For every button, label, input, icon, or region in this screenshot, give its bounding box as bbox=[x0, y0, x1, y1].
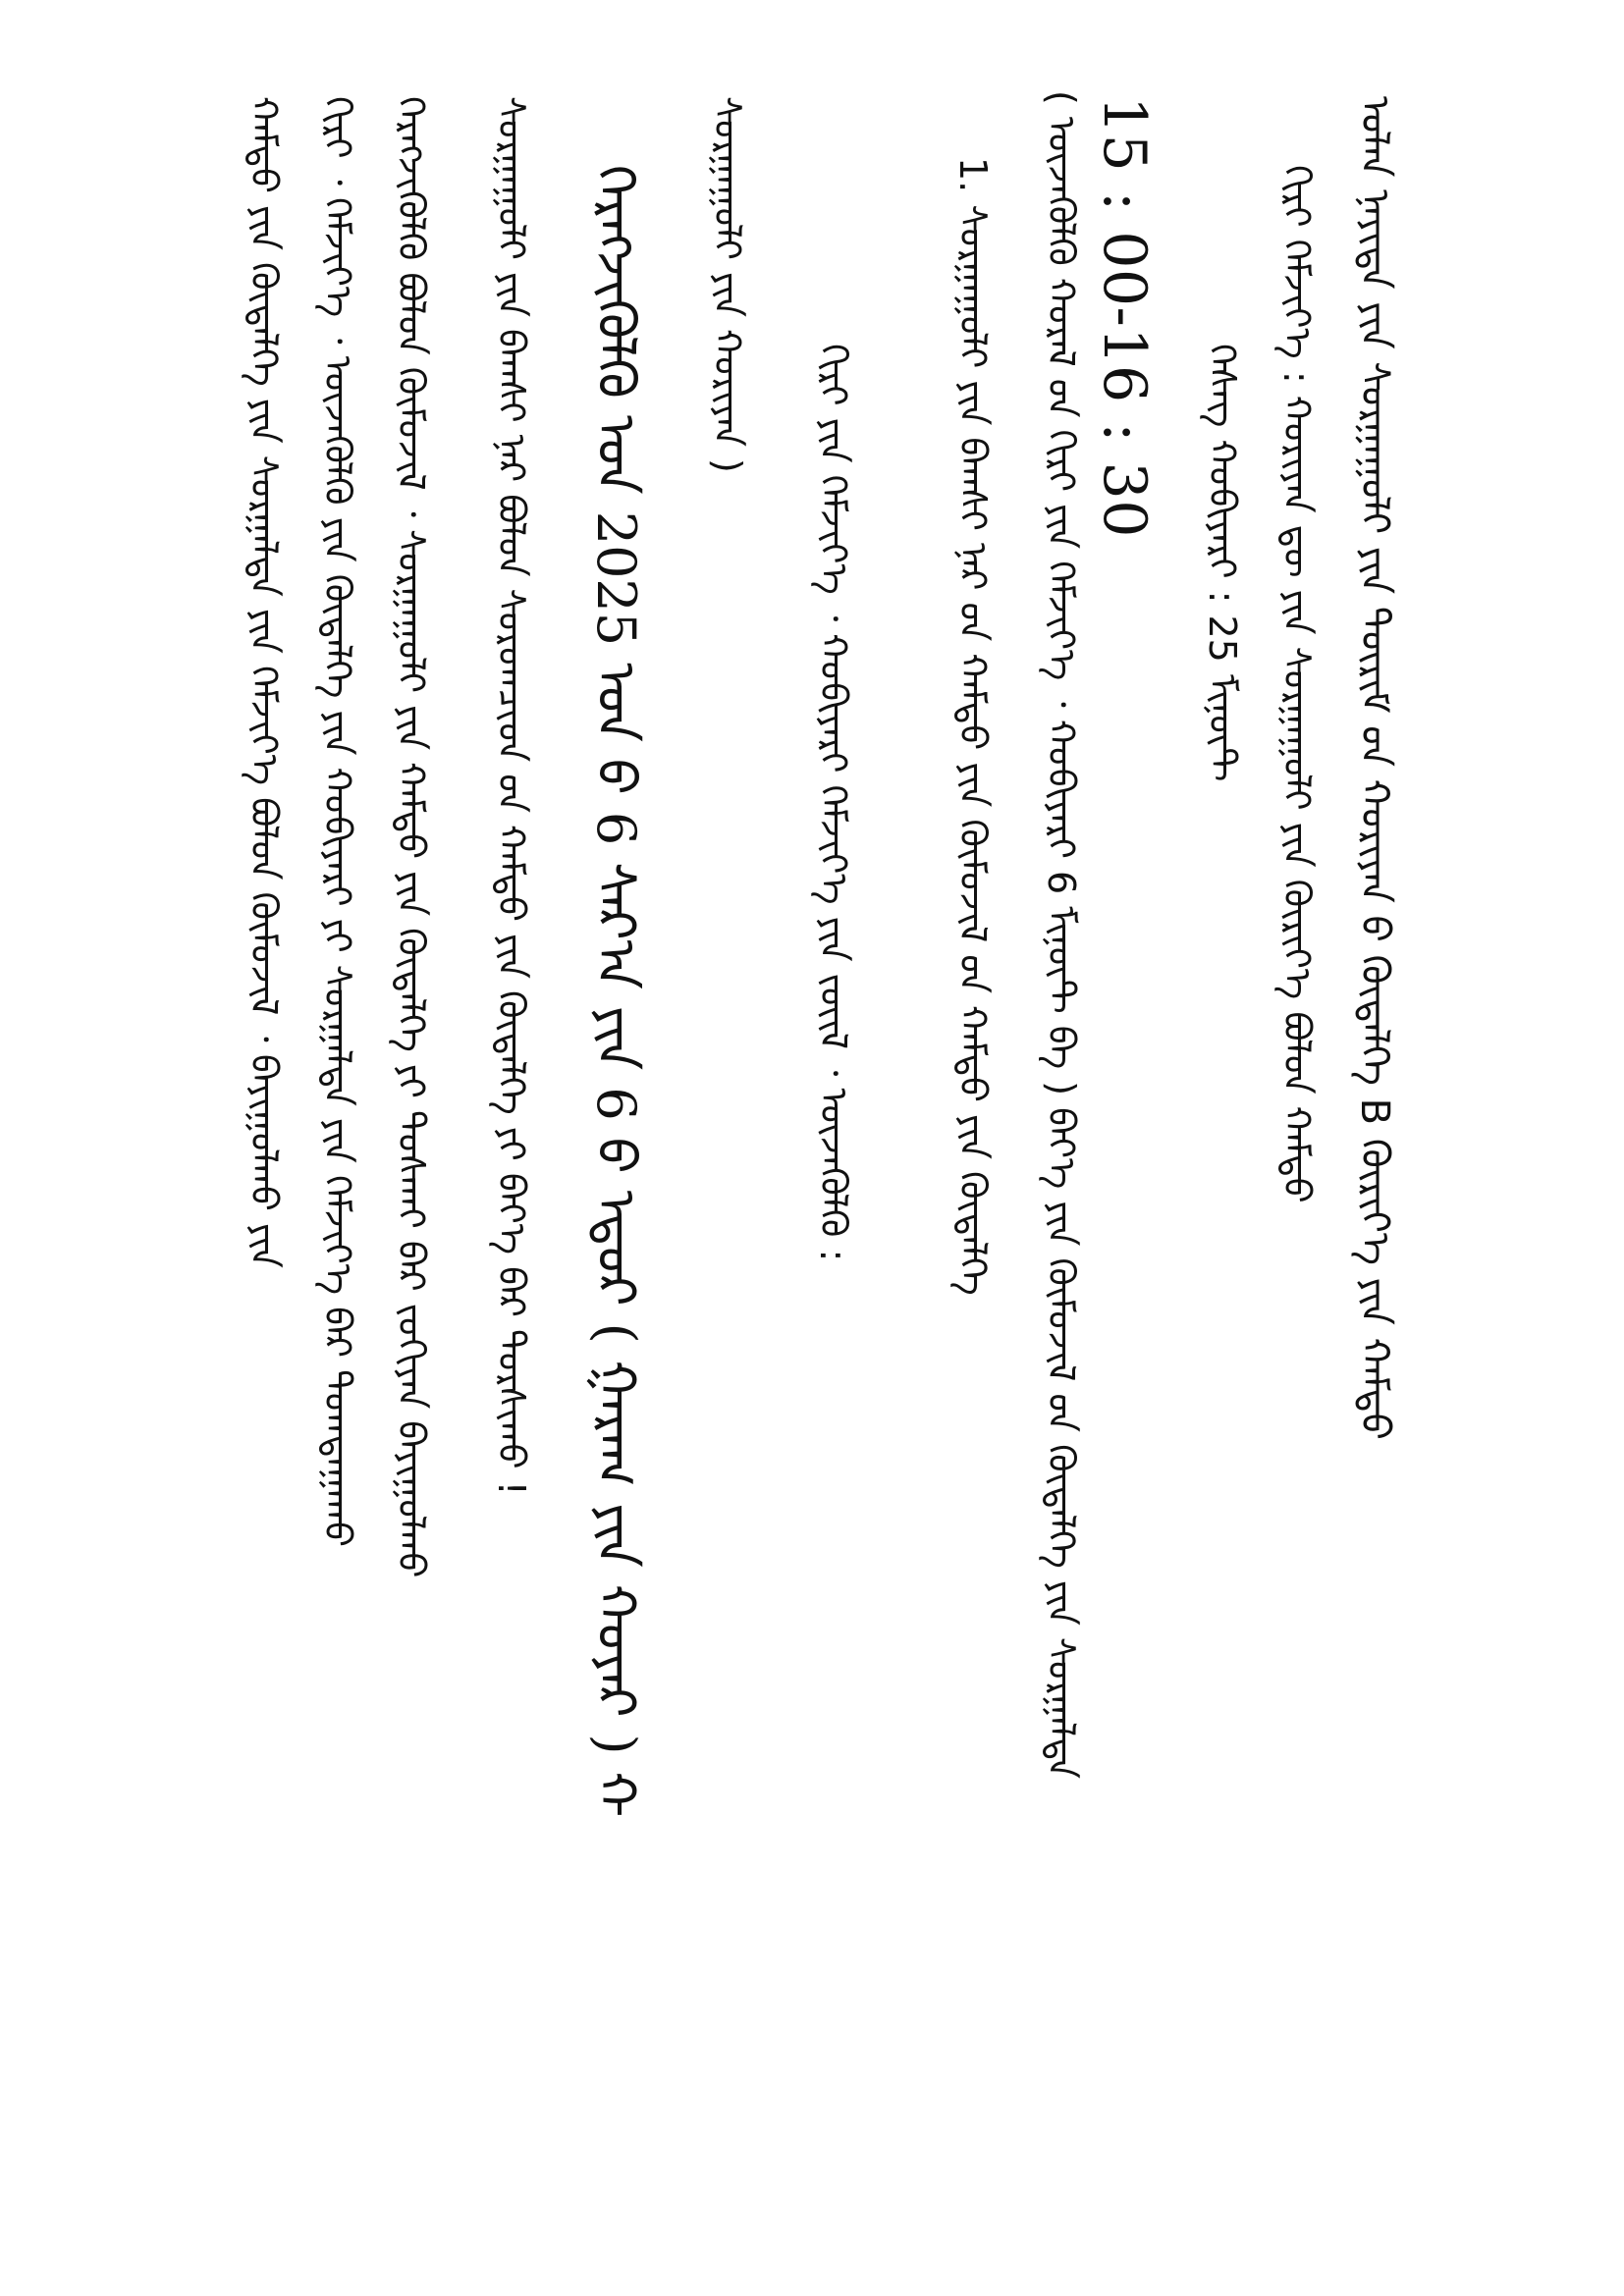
text-column-3: ᠬᠡᠰᠡᠭ ᠬᠤᠪᠢᠶᠠᠷᠢ : 25 ᠮᠢᠨᠦ᠋ᠲ bbox=[1201, 344, 1244, 782]
time-range: 15 : 00-16 : 30 bbox=[1090, 96, 1159, 538]
text-column-12: ᠬᠢᠷᠢ ᠂ ᠬᠡᠮᠵᠢᠶ᠎ᠡ ᠂ ᠦᠵᠡᠭᠦᠯᠬᠦ ᠶᠢᠨ ᠬᠥᠳᠡᠯᠭᠡ ᠶᠢᠨ ᠬᠤᠪᠢᠶᠠᠷᠢ ᠶᠢ ᠰᠤᠷᠭᠠᠯᠲᠠ ᠶᠢᠨ ᠬᠡᠮᠵᠢᠶ᠎ᠡ ᠪᠡᠷ ᠲᠣᠭᠲᠠᠭᠠᠬᠤ bbox=[316, 96, 359, 1548]
text-column-8: ᠰᠤᠷᠭᠠᠭᠤᠯᠢ ᠶᠢᠨ ᠬᠣᠷᠢᠶᠠᠨ ) bbox=[706, 96, 749, 473]
text-column-9: ᠬᠡᠷᠡᠭᠵᠢᠭᠦᠯᠬᠦ ᠣᠨ 2025 ᠣᠨ ᠤ᠋ 6 ᠰᠠᠷ᠎ᠠ ᠶᠢᠨ 6 ᠤ᠋ ᠡᠳᠦᠷ ( ᠭᠠᠷᠠᠭ ᠶᠢᠨ ᠬᠣᠶᠠᠷ ) ᠬ bbox=[585, 165, 647, 1818]
text-column-5: ( ᠦᠵᠡᠭᠦᠯᠬᠦ ᠬᠤᠷᠠᠯ ᠤ᠋ᠨ ᠬᠢᠷᠢ ᠶᠢᠨ ᠬᠡᠮᠵᠢᠶ᠎ᠡ ᠂ ᠬᠤᠪᠢᠶᠠᠷᠢ 6 ᠮᠢᠨᠦ᠋ᠲ ᠪᠠ ) ᠪᠡᠶ᠎ᠡ ᠶᠢᠨ ᠬᠦᠮᠦᠵᠢᠯ ᠦ᠋ᠨ ᠬᠥᠳᠡᠯᠭᠡ ᠶᠢᠨ ᠰᠤᠷᠭᠠᠯᠲᠠ bbox=[1040, 90, 1083, 1779]
text-column-6: 1. ᠰᠤᠷᠭᠠᠭᠤᠯᠢ ᠶᠢᠨ ᠪᠠᠭᠰᠢ ᠨᠠᠷ ᠤ᠋ᠨ ᠬᠠᠮᠲᠤ ᠶᠢᠨ ᠬᠦᠮᠦᠵᠢᠯ ᠤ᠋ᠨ ᠬᠠᠮᠲᠤ ᠶᠢᠨ ᠬᠥᠳᠡᠯᠭᠡ bbox=[951, 157, 995, 1296]
text-column-10: ᠰᠤᠷᠭᠠᠭᠤᠯᠢ ᠶᠢᠨ ᠪᠠᠭᠰᠢ ᠨᠠᠷ ᠪᠣᠯᠤᠨ ᠰᠤᠷᠤᠭᠴᠢᠳ ᠤ᠋ᠨ ᠬᠠᠮᠲᠤ ᠶᠢᠨ ᠬᠥᠳᠡᠯᠭᠡ ᠶᠢ ᠪᠡᠶ᠎ᠡ ᠪᠡᠷ ᠲᠤᠷᠰᠢᠬᠤ ! bbox=[490, 96, 533, 1496]
text-column-2: ᠬᠢᠷᠢ ᠬᠡᠮᠵᠢᠶ᠎ᠡ : ᠬᠣᠷᠢᠶᠠᠨ ᠳᠦ ᠶᠢᠨ ᠰᠤᠷᠭᠠᠭᠤᠯᠢ ᠶᠢᠨ ᠬᠦᠷᠢᠶ᠎ᠡ ᠪᠣᠯᠤᠨ ᠬᠠᠮᠲᠤ bbox=[1275, 165, 1319, 1203]
text-column-1: ᠣᠯᠠᠨ ᠨᠡᠶᠢᠲᠡ ᠶᠢᠨ ᠰᠤᠷᠭᠠᠭᠤᠯᠢ ᠶᠢᠨ ᠳᠦᠷᠢᠮ ᠤ᠋ᠨ ᠬᠣᠷᠢᠶᠠᠨ ᠤ᠋ ᠬᠥᠳᠡᠯᠭᠡ B ᠬᠦᠷᠢᠶ᠎ᠡ ᠶᠢᠨ ᠬᠠᠮᠲᠤ bbox=[1352, 96, 1397, 1440]
text-column-7: ᠬᠢᠷᠢ ᠶᠢᠨ ᠬᠡᠮᠵᠢᠶ᠎ᠡ ᠂ ᠬᠤᠪᠢᠶᠠᠷᠢ ᠬᠡᠮᠵᠢᠶ᠎ᠡ ᠶᠢᠨ ᠵᠦᠢᠯ ᠂ ᠦᠵᠡᠭᠦᠯᠬᠦ : bbox=[812, 344, 855, 1262]
text-column-11: ᠬᠡᠷᠡᠭᠵᠢᠭᠦᠯᠬᠦ ᠪᠣᠯᠤᠨ ᠬᠦᠮᠦᠵᠢᠯ ᠂ ᠰᠤᠷᠭᠠᠭᠤᠯᠢ ᠶᠢᠨ ᠬᠠᠮᠲᠤ ᠶᠢᠨ ᠬᠥᠳᠡᠯᠭᠡ ᠶᠢ ᠲᠤᠰᠬᠠᠢ ᠪᠡᠷ ᠵᠣᠬᠢᠶᠠᠨ ᠪᠠᠶᠢᠭᠤᠯᠬᠤ bbox=[390, 96, 433, 1578]
text-column-13: ᠬᠠᠮᠲᠤ ᠶᠢᠨ ᠬᠥᠳᠡᠯᠭᠡ ᠶᠢᠨ ᠰᠤᠷᠭᠠᠯᠲᠠ ᠶᠢᠨ ᠬᠡᠮᠵᠢᠶ᠎ᠡ ᠪᠣᠯᠤᠨ ᠬᠦᠮᠦᠵᠢᠯ ᠂ ᠪᠠᠶᠢᠭᠤᠯᠬᠤ ᠶᠢᠨ bbox=[243, 96, 286, 1268]
